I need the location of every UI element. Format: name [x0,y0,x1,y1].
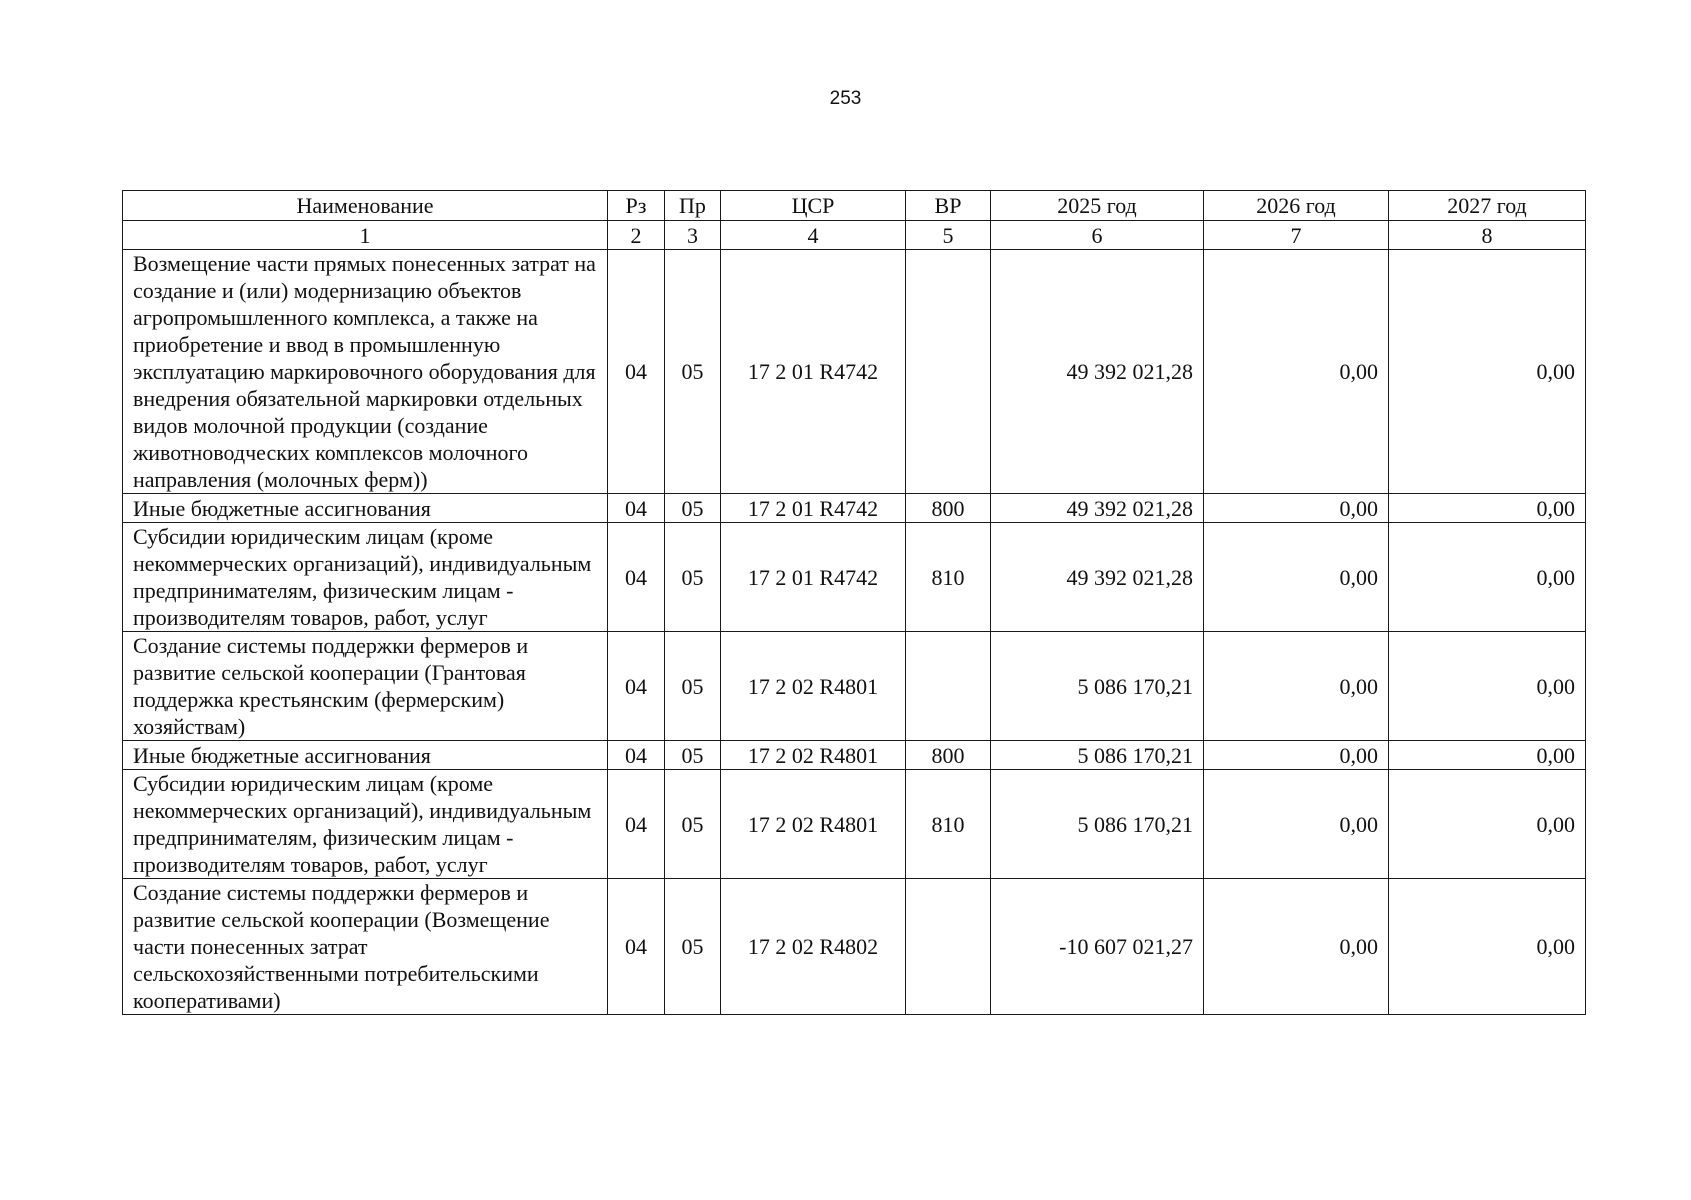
row-2027: 0,00 [1389,494,1586,523]
row-2026: 0,00 [1204,494,1389,523]
budget-table [122,190,1586,1015]
row-name: Иные бюджетные ассигнования [123,741,608,770]
header-row [123,191,1586,221]
row-name: Иные бюджетные ассигнования [123,494,608,523]
header-csr: ЦСР [721,191,906,221]
column-number: 6 [991,221,1204,250]
row-vr: 800 [906,494,991,523]
row-vr: 800 [906,741,991,770]
row-2027: 0,00 [1389,250,1586,494]
row-csr: 17 2 02 R4801 [721,741,906,770]
row-csr: 17 2 02 R4802 [721,879,906,1015]
row-vr: 810 [906,523,991,632]
row-2025: 5 086 170,21 [991,741,1204,770]
header-vr: ВР [906,191,991,221]
row-vr [906,632,991,741]
row-csr: 17 2 02 R4801 [721,770,906,879]
table-row [123,741,1586,770]
table-body [123,250,1586,1015]
row-rz: 04 [608,632,665,741]
row-2026: 0,00 [1204,879,1389,1015]
row-pr: 05 [665,741,721,770]
row-pr: 05 [665,250,721,494]
row-rz: 04 [608,879,665,1015]
row-pr: 05 [665,494,721,523]
header-name: Наименование [123,191,608,221]
row-2025: 49 392 021,28 [991,250,1204,494]
header-2026: 2026 год [1204,191,1389,221]
header-rz: Рз [608,191,665,221]
row-name: Создание системы поддержки фермеров и развитие сельской кооперации (Грантовая поддержка крестьянским (фермерским) хозяйствам) [123,632,608,741]
row-pr: 05 [665,523,721,632]
column-number: 2 [608,221,665,250]
row-name: Создание системы поддержки фермеров и развитие сельской кооперации (Возмещение части понесенных затрат сельскохозяйственными потребительскими кооперативами) [123,879,608,1015]
row-vr [906,879,991,1015]
row-csr: 17 2 01 R4742 [721,250,906,494]
row-2027: 0,00 [1389,741,1586,770]
row-2025: 49 392 021,28 [991,494,1204,523]
row-vr [906,250,991,494]
table-row [123,250,1586,494]
row-2025: 5 086 170,21 [991,632,1204,741]
row-name: Субсидии юридическим лицам (кроме некоммерческих организаций), индивидуальным предпринимателям, физическим лицам - производителям товаров, работ, услуг [123,523,608,632]
row-vr: 810 [906,770,991,879]
row-rz: 04 [608,523,665,632]
table-row [123,770,1586,879]
table-row [123,523,1586,632]
row-rz: 04 [608,770,665,879]
column-number: 5 [906,221,991,250]
row-2027: 0,00 [1389,770,1586,879]
column-number: 7 [1204,221,1389,250]
table-row [123,494,1586,523]
row-2026: 0,00 [1204,632,1389,741]
column-number-row [123,221,1586,250]
row-name: Возмещение части прямых понесенных затрат на создание и (или) модернизацию объектов агропромышленного комплекса, а также на приобретение и ввод в промышленную эксплуатацию маркировочного оборудования для внедрения обязательной маркировки отдельных видов молочной продукции (создание животноводческих комплексов молочного направления (молочных ферм)) [123,250,608,494]
header-2027: 2027 год [1389,191,1586,221]
column-number: 3 [665,221,721,250]
row-rz: 04 [608,741,665,770]
page-number: 253 [829,88,862,109]
table-row [123,632,1586,741]
row-2026: 0,00 [1204,741,1389,770]
row-2025: 49 392 021,28 [991,523,1204,632]
column-number: 1 [123,221,608,250]
row-pr: 05 [665,770,721,879]
row-csr: 17 2 02 R4801 [721,632,906,741]
row-2026: 0,00 [1204,770,1389,879]
table-row [123,879,1586,1015]
column-number: 4 [721,221,906,250]
table-header [123,191,1586,250]
header-pr: Пр [665,191,721,221]
row-rz: 04 [608,494,665,523]
row-rz: 04 [608,250,665,494]
header-2025: 2025 год [991,191,1204,221]
row-2026: 0,00 [1204,250,1389,494]
row-csr: 17 2 01 R4742 [721,494,906,523]
row-2027: 0,00 [1389,879,1586,1015]
row-2026: 0,00 [1204,523,1389,632]
row-2027: 0,00 [1389,523,1586,632]
row-pr: 05 [665,879,721,1015]
row-csr: 17 2 01 R4742 [721,523,906,632]
row-pr: 05 [665,632,721,741]
row-2025: -10 607 021,27 [991,879,1204,1015]
row-2027: 0,00 [1389,632,1586,741]
row-2025: 5 086 170,21 [991,770,1204,879]
row-name: Субсидии юридическим лицам (кроме некоммерческих организаций), индивидуальным предпринимателям, физическим лицам - производителям товаров, работ, услуг [123,770,608,879]
column-number: 8 [1389,221,1586,250]
